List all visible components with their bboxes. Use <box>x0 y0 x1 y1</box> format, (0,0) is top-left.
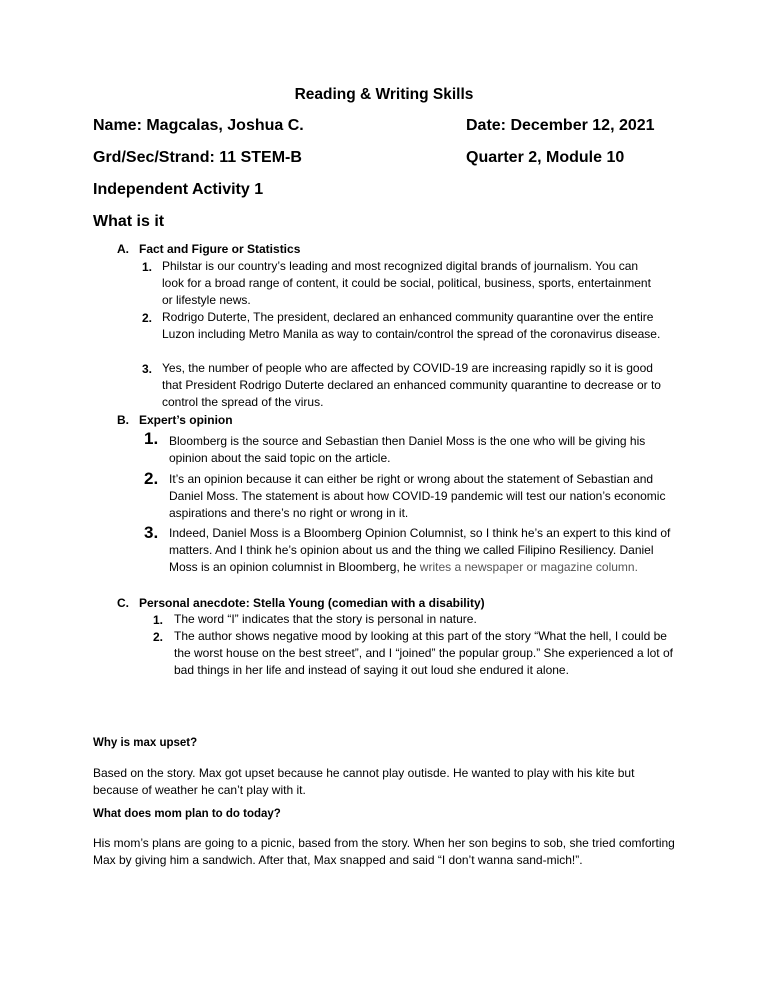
section-b-item-3-text-main: Indeed, Daniel Moss is a Bloomberg Opinion Columnist, so I think he’s an expert to this kind of matters. And I think he’s opinion about us and the thing we called Filipino Resiliency. Daniel Moss is an opinion columnist in Bloomberg, he <box>169 526 671 574</box>
section-c-item-2-num: 2. <box>153 630 164 644</box>
section-a-item-1-num: 1. <box>142 260 153 274</box>
section-b-letter: B. <box>117 413 129 427</box>
answer-2: His mom’s plans are going to a picnic, based from the story. When her son begins to sob, she tried comforting Max by giving him a sandwich. After that, Max snapped and said “I don’t wanna sand-mich!”. <box>93 836 675 867</box>
quarter-module: Quarter 2, Module 10 <box>466 149 625 166</box>
section-b-item-1-num: 1. <box>144 429 159 448</box>
section-c-item-1-num: 1. <box>153 613 164 627</box>
answer-1: Based on the story. Max got upset because he cannot play outisde. He wanted to play with his kite but because of weather he can’t play with it. <box>93 766 635 797</box>
grade-section-strand: Grd/Sec/Strand: 11 STEM-B <box>93 149 302 166</box>
section-b-item-2-text: It’s an opinion because it can either be right or wrong about the statement of Sebastian and Daniel Moss. The statement is about how COVID-19 pandemic will test our nation’s economic aspirations and there’s no right or wrong in it. <box>169 472 666 520</box>
section-a-item-1-text: Philstar is our country’s leading and most recognized digital brands of journalism. You can look for a broad range of content, it could be social, political, business, sports, entertainment or lifestyle news. <box>162 259 651 307</box>
section-a-item-3-num: 3. <box>142 362 153 376</box>
date: Date: December 12, 2021 <box>466 117 655 134</box>
section-b-item-3-text <box>169 525 677 576</box>
section-c-letter: C. <box>117 596 129 610</box>
section-a-letter: A. <box>117 242 129 256</box>
section-a-label: Fact and Figure or Statistics <box>139 242 301 256</box>
section-b-label: Expert’s opinion <box>139 413 233 427</box>
section-a-item-2-text: Rodrigo Duterte, The president, declared an enhanced community quarantine over the entire Luzon including Metro Manila as way to contain/control the spread of the coronavirus disease. <box>162 310 661 341</box>
what-is-it-heading: What is it <box>93 213 165 230</box>
page-title: Reading & Writing Skills <box>294 86 474 103</box>
section-c-item-1-text: The word “I” indicates that the story is personal in nature. <box>174 612 477 626</box>
student-name: Name: Magcalas, Joshua C. <box>93 117 304 134</box>
section-c-label: Personal anecdote: Stella Young (comedian with a disability) <box>139 596 485 610</box>
question-2: What does mom plan to do today? <box>93 808 281 820</box>
section-a-item-2-num: 2. <box>142 311 153 325</box>
activity-heading: Independent Activity 1 <box>93 181 264 198</box>
section-b-item-1-text: Bloomberg is the source and Sebastian then Daniel Moss is the one who will be giving his opinion about the said topic on the article. <box>169 434 646 465</box>
section-a-item-3-text: Yes, the number of people who are affected by COVID-19 are increasing rapidly so it is good that President Rodrigo Duterte declared an enhanced community quarantine to decrease or to control the spread of the virus. <box>162 361 661 409</box>
section-b-item-2-num: 2. <box>144 469 159 488</box>
section-b-item-3-num: 3. <box>144 523 159 542</box>
section-c-item-2-text: The author shows negative mood by looking at this part of the story “What the hell, I could be the worst house on the best street”, and I “joined” the popular group.” She experienced a lot of bad things in her life and instead of saying it out loud she endured it alone. <box>174 629 673 677</box>
question-1: Why is max upset? <box>93 737 198 749</box>
section-b-item-3-text-gray: writes a newspaper or magazine column. <box>416 560 638 574</box>
